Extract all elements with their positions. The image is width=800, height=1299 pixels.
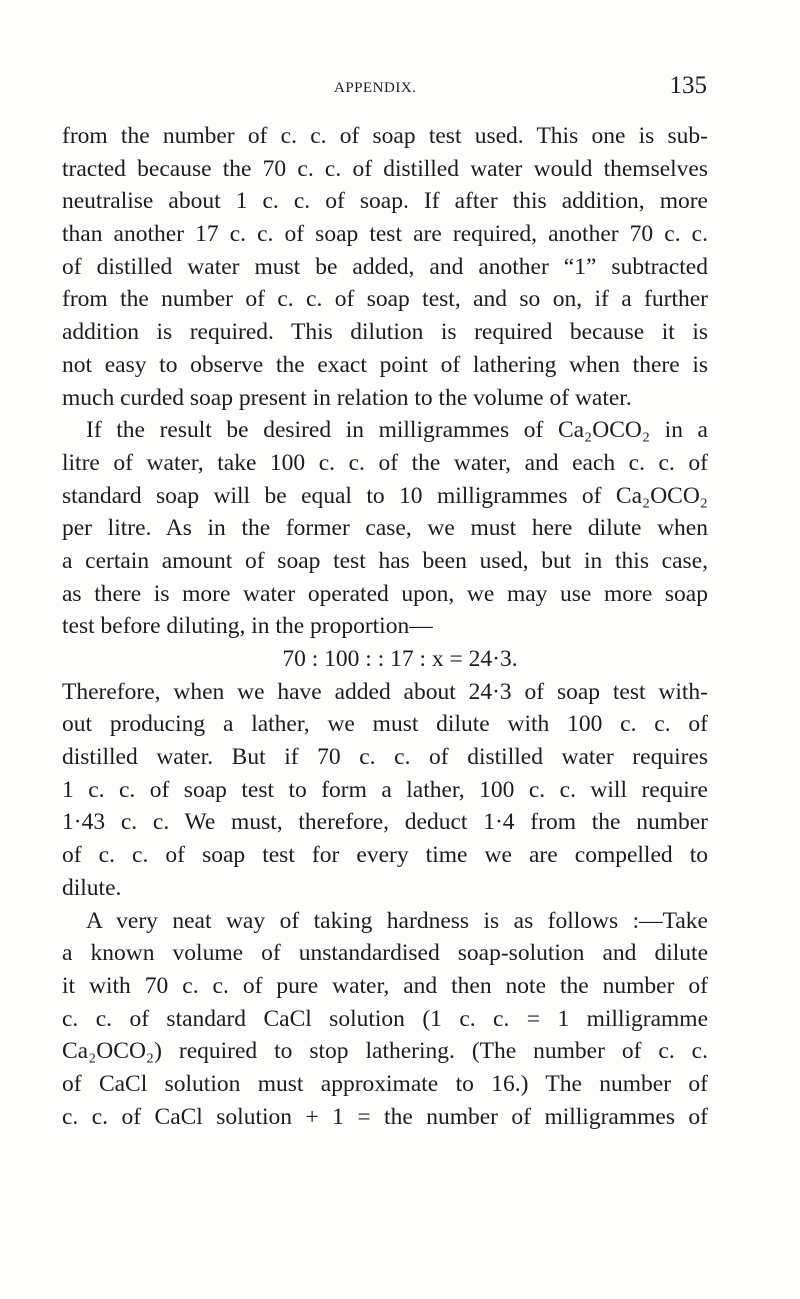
- text-line: from the number of c. c. of soap test used. This one is sub-: [62, 123, 708, 149]
- body-text: [62, 120, 708, 1133]
- text-line: 1·43 c. c. We must, therefore, deduct 1·4 from the number: [62, 809, 708, 836]
- text-line: Therefore, when we have added about 24·3 of soap test with-: [62, 678, 708, 705]
- text-line: as there is more water operated upon, we may use more soap: [62, 580, 708, 607]
- page-header: [0, 72, 800, 106]
- text-line: of distilled water must be added, and another “1” subtracted: [62, 253, 708, 280]
- text-line: of c. c. of soap test for every time we are compelled to: [62, 842, 708, 869]
- text-line: much curded soap present in relation to the volume of water.: [62, 384, 632, 411]
- text-line: tracted because the 70 c. c. of distilled water would themselves: [62, 155, 708, 182]
- text-line: it with 70 c. c. of pure water, and then note the number of: [62, 972, 708, 999]
- text-line: c. c. of standard CaCl solution (1 c. c. = 1 milligramme: [62, 1005, 708, 1032]
- text-line: a certain amount of soap test has been used, but in this case,: [62, 547, 708, 574]
- text-line: If the result be desired in milligrammes of Ca₂OCO₂ in a: [86, 417, 708, 444]
- text-line: addition is required. This dilution is required because it is: [62, 319, 708, 346]
- text-line: than another 17 c. c. of soap test are required, another 70 c. c.: [62, 221, 708, 248]
- text-line: 1 c. c. of soap test to form a lather, 100 c. c. will require: [62, 776, 708, 803]
- running-head: APPENDIX.: [334, 80, 417, 96]
- text-line: not easy to observe the exact point of lathering when there is: [62, 351, 708, 378]
- text-line: out producing a lather, we must dilute with 100 c. c. of: [62, 711, 708, 738]
- text-line: A very neat way of taking hardness is as follows :—Take: [86, 907, 708, 934]
- text-line: Ca₂OCO₂) required to stop lathering. (The number of c. c.: [62, 1038, 708, 1065]
- text-line: of CaCl solution must approximate to 16.) The number of: [62, 1070, 708, 1097]
- text-line: neutralise about 1 c. c. of soap. If after this addition, more: [62, 188, 708, 215]
- text-line: c. c. of CaCl solution + 1 = the number of milligrammes of: [62, 1103, 708, 1130]
- text-line: a known volume of unstandardised soap-solution and dilute: [62, 940, 708, 967]
- page-number: 135: [669, 72, 707, 99]
- text-line: litre of water, take 100 c. c. of the water, and each c. c. of: [62, 449, 708, 476]
- text-line: dilute.: [62, 874, 122, 901]
- text-line: from the number of c. c. of soap test, and so on, if a further: [62, 286, 708, 313]
- text-line: test before diluting, in the proportion—: [62, 613, 433, 640]
- text-line: distilled water. But if 70 c. c. of distilled water requires: [62, 744, 708, 771]
- text-line: standard soap will be equal to 10 milligrammes of Ca₂OCO₂: [62, 482, 708, 509]
- text-line: per litre. As in the former case, we must here dilute when: [62, 515, 708, 542]
- proportion-equation: 70 : 100 : : 17 : x = 24·3.: [282, 646, 518, 672]
